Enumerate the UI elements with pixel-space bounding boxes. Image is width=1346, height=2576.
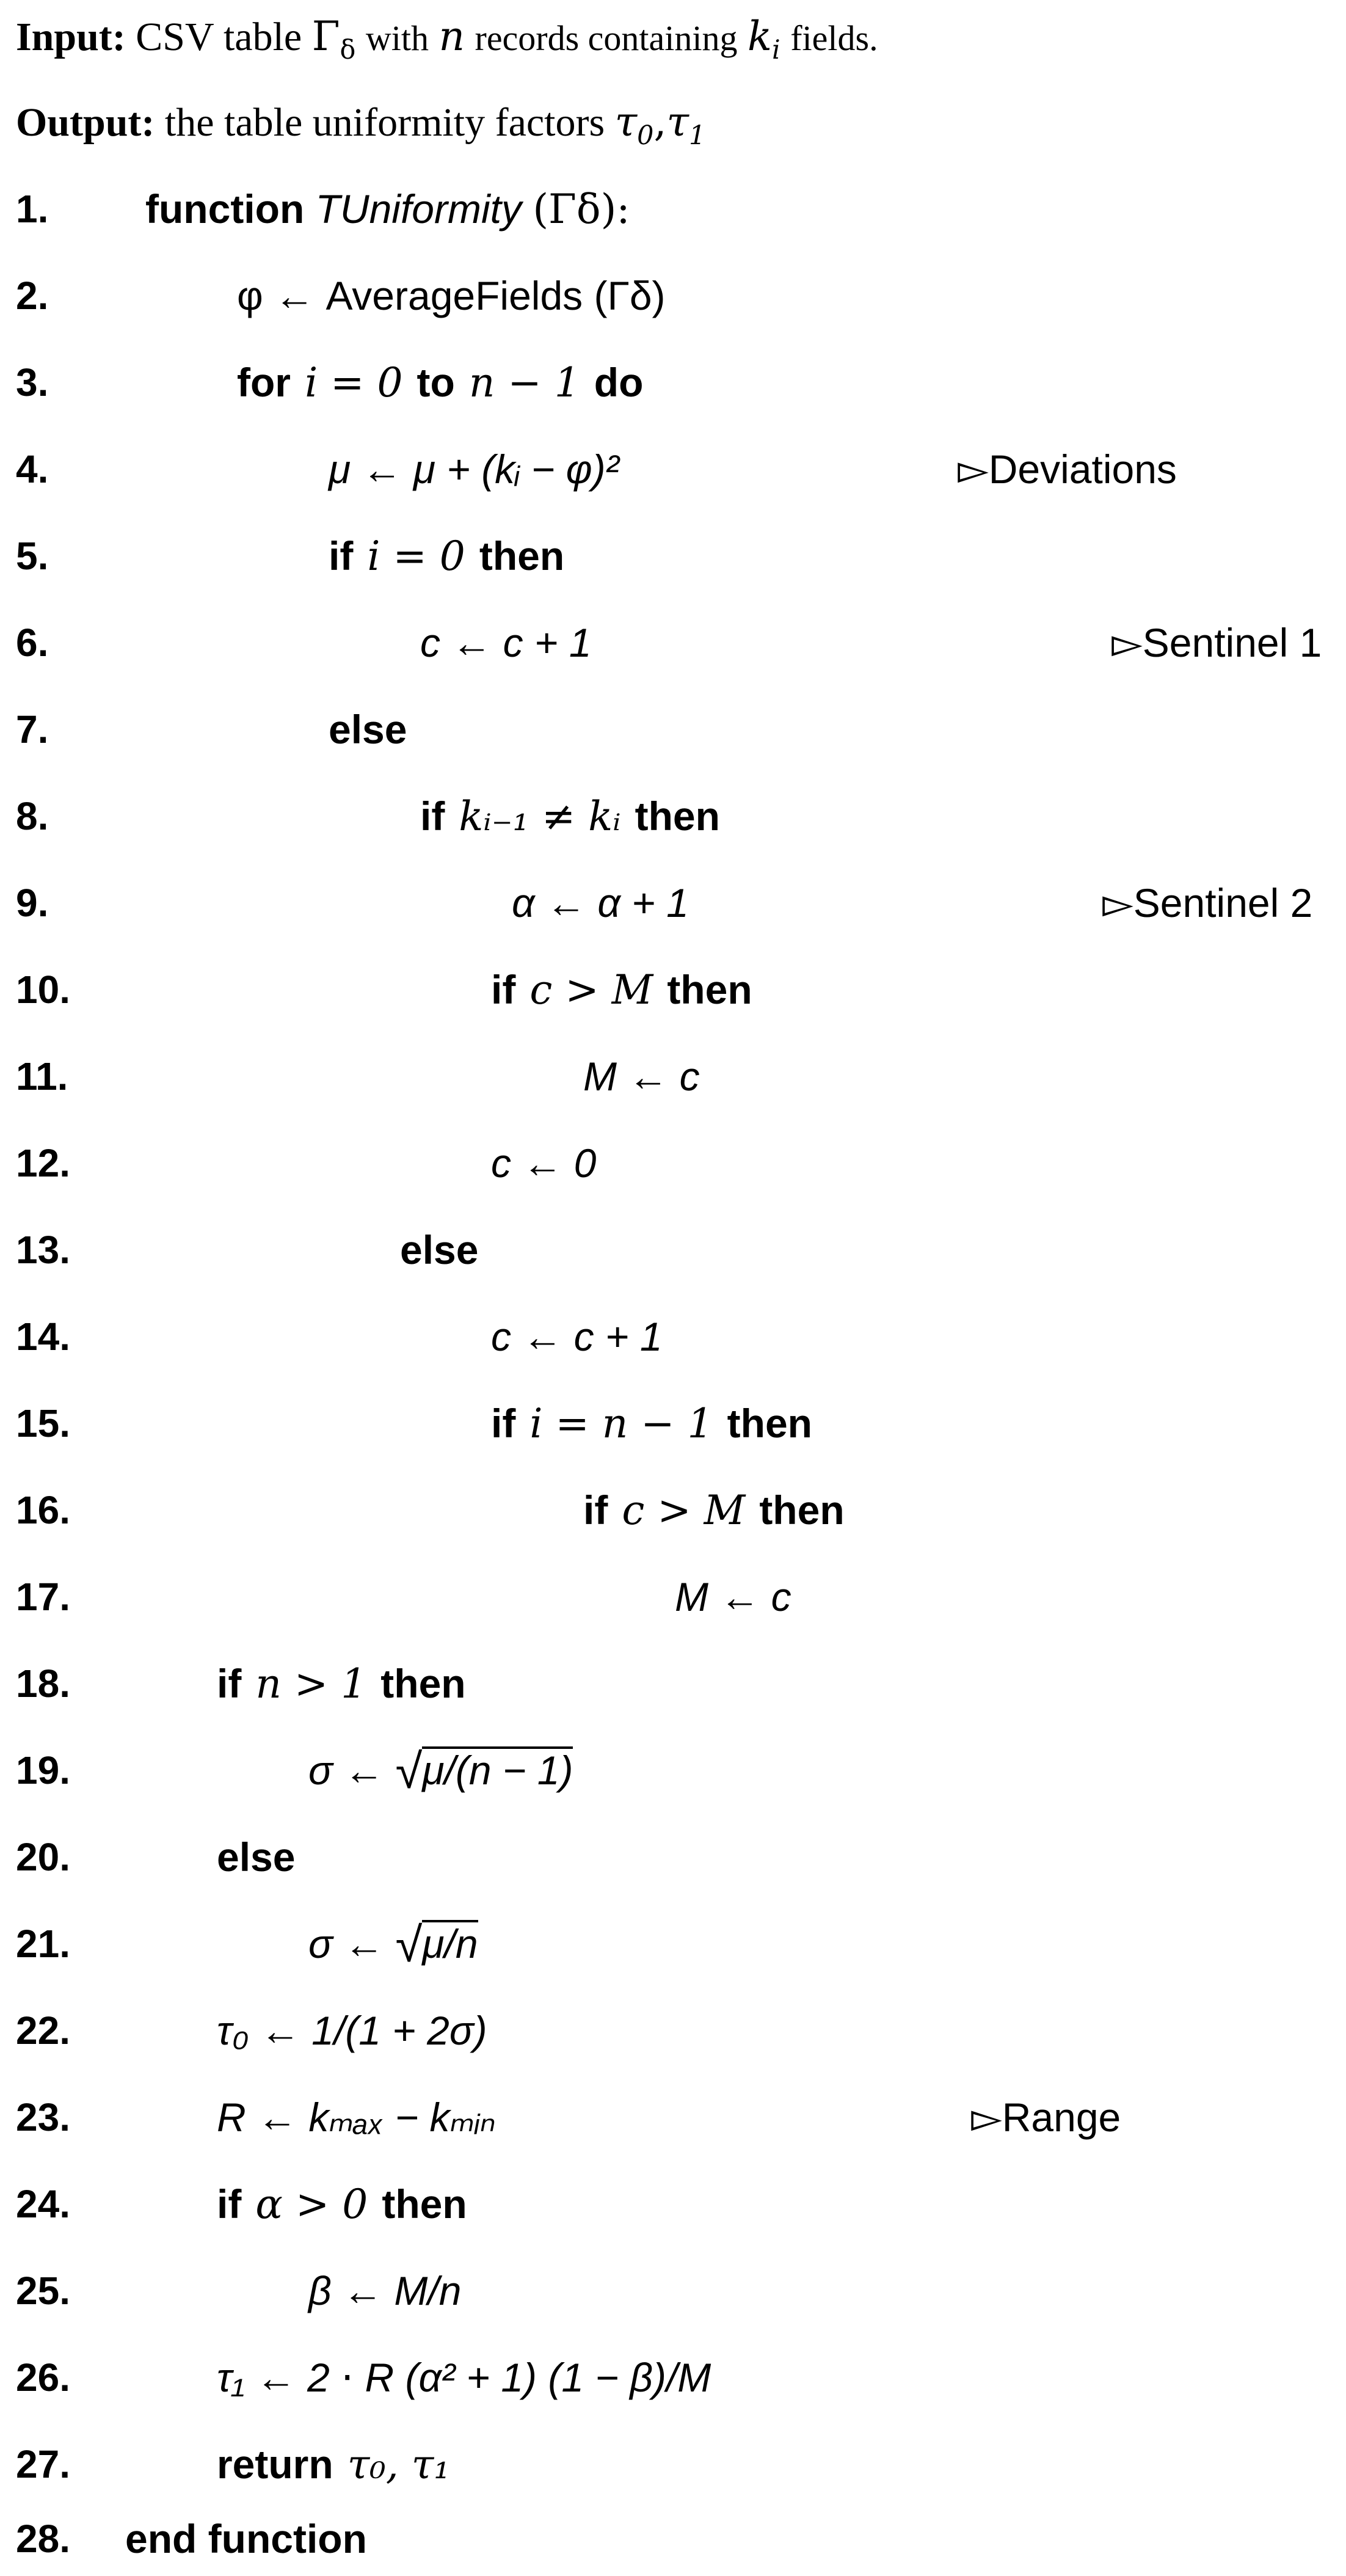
line-code: for i = 0 to n − 1 do (237, 359, 644, 406)
line-code: α ← α + 1 (512, 880, 689, 925)
line-code: β ← M/n (308, 2268, 462, 2313)
comment-deviations: ▻Deviations (958, 447, 1177, 492)
line-number: 12. (16, 1141, 70, 1185)
line-number: 5. (16, 534, 49, 578)
comment-sentinel-2: ▻Sentinel 2 (1102, 880, 1313, 925)
output-label: Output: (16, 100, 155, 145)
function-name: TUniformity (315, 186, 522, 232)
line-code: else (400, 1227, 479, 1272)
input-label: Input: (16, 15, 126, 59)
line-code: if kᵢ₋₁ ≠ kᵢ then (420, 793, 720, 840)
line-code: τ₁ ← 2 ⋅ R (α² + 1) (1 − β)/M (217, 2355, 711, 2400)
sqrt-expression: μ/n (422, 1921, 478, 1966)
input-text-2: with (365, 18, 429, 58)
line-number: 2. (16, 274, 49, 318)
line-code: φ ← AverageFields (Γδ) (237, 273, 666, 318)
line-number: 13. (16, 1228, 70, 1272)
line-number: 8. (16, 794, 49, 838)
line-code: if i = 0 then (329, 533, 565, 580)
comment-sentinel-1: ▻Sentinel 1 (1111, 620, 1322, 665)
output-text: the table uniformity factors (164, 100, 605, 145)
input-sym-1: $\Gamma_\delta$ (311, 13, 356, 66)
line-code: end function (125, 2516, 367, 2561)
line-number: 7. (16, 707, 49, 751)
line-number: 3. (16, 360, 49, 404)
line-number: 9. (16, 881, 49, 925)
line-code: τ₀ ← 1/(1 + 2σ) (217, 2008, 487, 2053)
output-sep: , (653, 98, 667, 145)
line-number: 24. (16, 2182, 70, 2226)
line-number: 19. (16, 1748, 70, 1792)
line-number: 20. (16, 1835, 70, 1879)
line-number: 17. (16, 1575, 70, 1619)
line-number: 28. (16, 2517, 70, 2561)
line-number: 6. (16, 621, 49, 665)
line-code: else (217, 1834, 296, 1880)
line-number: 26. (16, 2355, 70, 2399)
line-number: 14. (16, 1315, 70, 1359)
line-number: 18. (16, 1662, 70, 1706)
line-code: c ← 0 (491, 1140, 597, 1186)
input-text-4: fields. (790, 18, 878, 58)
sqrt-expression: μ/(n − 1) (422, 1748, 573, 1793)
line-code: σ ← √μ/(n − 1) (308, 1744, 573, 1798)
line-code: c ← c + 1 (491, 1314, 663, 1359)
line-code: R ← kₘₐₓ − kₘᵢₙ (217, 2095, 497, 2140)
line-number: 11. (16, 1054, 68, 1098)
line-number: 4. (16, 447, 49, 491)
input-text-3: records containing (475, 18, 738, 58)
line-code: if n > 1 then (217, 1660, 466, 1707)
comment-range: ▻Range (971, 2095, 1121, 2140)
line-code: if i = n − 1 then (491, 1400, 812, 1447)
line-code: function TUniformity (Γδ): (145, 186, 630, 233)
line-code: if c > M then (583, 1487, 845, 1534)
line-number: 21. (16, 1922, 70, 1966)
line-code: μ ← μ + (kᵢ − φ)² (329, 447, 619, 492)
line-number: 1. (16, 187, 49, 231)
line-number: 23. (16, 2095, 70, 2139)
input-sym-3: $k_i$ (748, 13, 780, 66)
input-text-1: CSV table (136, 15, 302, 59)
line-number: 27. (16, 2442, 70, 2486)
line-code: return τ₀, τ₁ (217, 2441, 450, 2488)
line-number: 22. (16, 2009, 70, 2052)
output-tau-1: $\tau_1$ (666, 98, 706, 151)
line-code: if α > 0 then (217, 2181, 467, 2228)
line-code: σ ← √μ/n (308, 1917, 478, 1972)
line-number: 15. (16, 1401, 70, 1445)
output-tau-0: $\tau_0$ (614, 98, 654, 151)
line-code: M ← c (583, 1054, 700, 1099)
input-sym-2: n (438, 13, 465, 60)
line-code: M ← c (675, 1574, 791, 1619)
line-number: 10. (16, 968, 70, 1012)
line-code: c ← c + 1 (420, 620, 592, 665)
line-code: if c > M then (491, 966, 752, 1013)
line-number: 25. (16, 2269, 70, 2313)
line-number: 16. (16, 1488, 70, 1532)
output-line (16, 86, 705, 159)
line-code: else (329, 707, 407, 752)
input-line (16, 0, 878, 73)
